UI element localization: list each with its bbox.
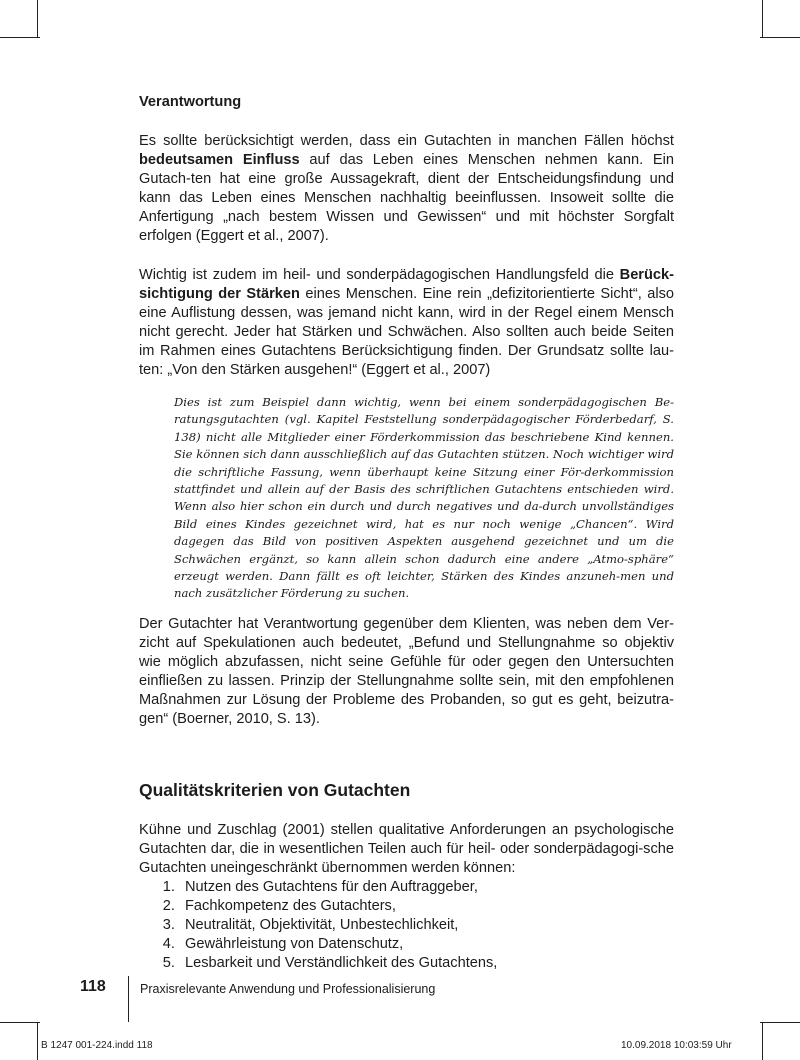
list-item: 2. Fachkompetenz des Gutachters, (179, 897, 674, 916)
list-item: 5. Lesbarkeit und Verständlichkeit des Gutachtens, (179, 954, 674, 973)
slug-timestamp: 10.09.2018 10:03:59 Uhr (621, 1040, 732, 1051)
criteria-list (139, 878, 674, 973)
paragraph-2: Wichtig ist zudem im heil- und sonderpädagogischen Handlungsfeld die Berück-sichtigung der Stärken eines Menschen. Eine rein „defizitorientierte Sicht“, also eine Auflistung dessen, was jemand nicht kann, wird in der Regel einem Mensch nicht gerecht. Jeder hat Stärken und Schwächen. Also sollten auch beide Seiten im Rahmen eines Gutachtens Berücksichtigung finden. Der Grundsatz sollte lau-ten: „Von den Stärken ausgehen!“ (Eggert et al., 2007) (139, 267, 674, 378)
crop-mark-bottom-right-h (760, 1022, 800, 1023)
paragraph-3: Der Gutachter hat Verantwortung gegenüber dem Klienten, was neben dem Ver-zicht auf Spekulationen auch bedeutet, „Befund und Stellungnahme so objektiv wie möglich abzufassen, nicht seine Gefühle für oder gegen den Untersuchten einfließen zu lassen. Prinzip der Stellungnahme sollte sein, mit den empfohlenen Maßnahmen zur Lösung der Probleme des Probanden, so gut es geht, beizutra-gen“ (Boerner, 2010, S. 13). (139, 615, 674, 727)
footer-divider (128, 976, 129, 1022)
list-item: 3. Neutralität, Objektivität, Unbestechlichkeit, (179, 916, 674, 935)
paragraph-1: Es sollte berücksichtigt werden, dass ein Gutachten in manchen Fällen höchst bedeutsamen Einfluss auf das Leben eines Menschen nehmen kann. Ein Gutach-ten hat eine große Aussagekraft, dient der Entscheidungsfindung und kann das Leben eines Menschen nachhaltig beeinflussen. Insoweit sollte die Anfertigung „nach bestem Wissen und Gewissen“ und mit höchster Sorgfalt erfolgen (Eggert et al., 2007). (139, 133, 674, 244)
crop-mark-bottom-right (762, 1022, 763, 1060)
section-heading: Qualitätskriterien von Gutachten (139, 779, 411, 800)
emphasis-influence: bedeutsamen Einfluss (139, 152, 300, 168)
crop-mark-top-left (37, 0, 38, 38)
crop-mark-top-left-h (0, 37, 40, 38)
running-title: Praxisrelevante Anwendung und Professionalisierung (140, 982, 436, 996)
page-body (139, 88, 674, 973)
crop-mark-bottom-left-h (0, 1022, 40, 1023)
crop-mark-top-right (762, 0, 763, 38)
page-number: 118 (80, 978, 106, 995)
crop-mark-bottom-left (37, 1022, 38, 1060)
list-item: 4. Gewährleistung von Datenschutz, (179, 935, 674, 954)
list-item: 1. Nutzen des Gutachtens für den Auftraggeber, (179, 878, 674, 897)
crop-mark-top-right-h (760, 37, 800, 38)
emphasis-strengths: Berück-sichtigung der Stärken (139, 267, 674, 302)
slug-file: B 1247 001-224.indd 118 (41, 1040, 153, 1051)
paragraph-4: Kühne und Zuschlag (2001) stellen qualitative Anforderungen an psychologische Gutachten dar, die in wesentlichen Teilen auch für heil- oder sonderpädagogi-sche Gutachten uneingeschränkt übernommen werden können: (139, 821, 674, 876)
block-quote: Dies ist zum Beispiel dann wichtig, wenn bei einem sonderpädagogischen Be-ratungsgutachten (vgl. Kapitel Feststellung sonderpädagogischer Förderbedarf, S. 138) nicht alle Mitglieder einer Förderkommission das beschriebene Kind kennen. Sie können sich dann ausschließlich auf das Gutachten stützen. Noch wichtiger wird die schriftliche Fassung, wenn überhaupt keine Sitzung einer För-derkommission stattfindet und allein auf der Basis des schriftlichen Gutachtens entschieden wird. Wenn also hier schon ein durch und durch negatives und da-durch unvollständiges Bild eines Kindes gezeichnet wird, hat es nur noch wenige „Chancen“. Wird dagegen das Bild von positiven Aspekten ausgehend gezeichnet und um die Schwächen ergänzt, so kann allein schon dadurch eine andere „Atmo-sphäre“ erzeugt werden. Dann fällt es oft leichter, Stärken des Kindes anzuneh-men und nach zusätzlicher Förderung zu suchen. (174, 395, 674, 601)
section-label: Verantwortung (139, 94, 242, 110)
